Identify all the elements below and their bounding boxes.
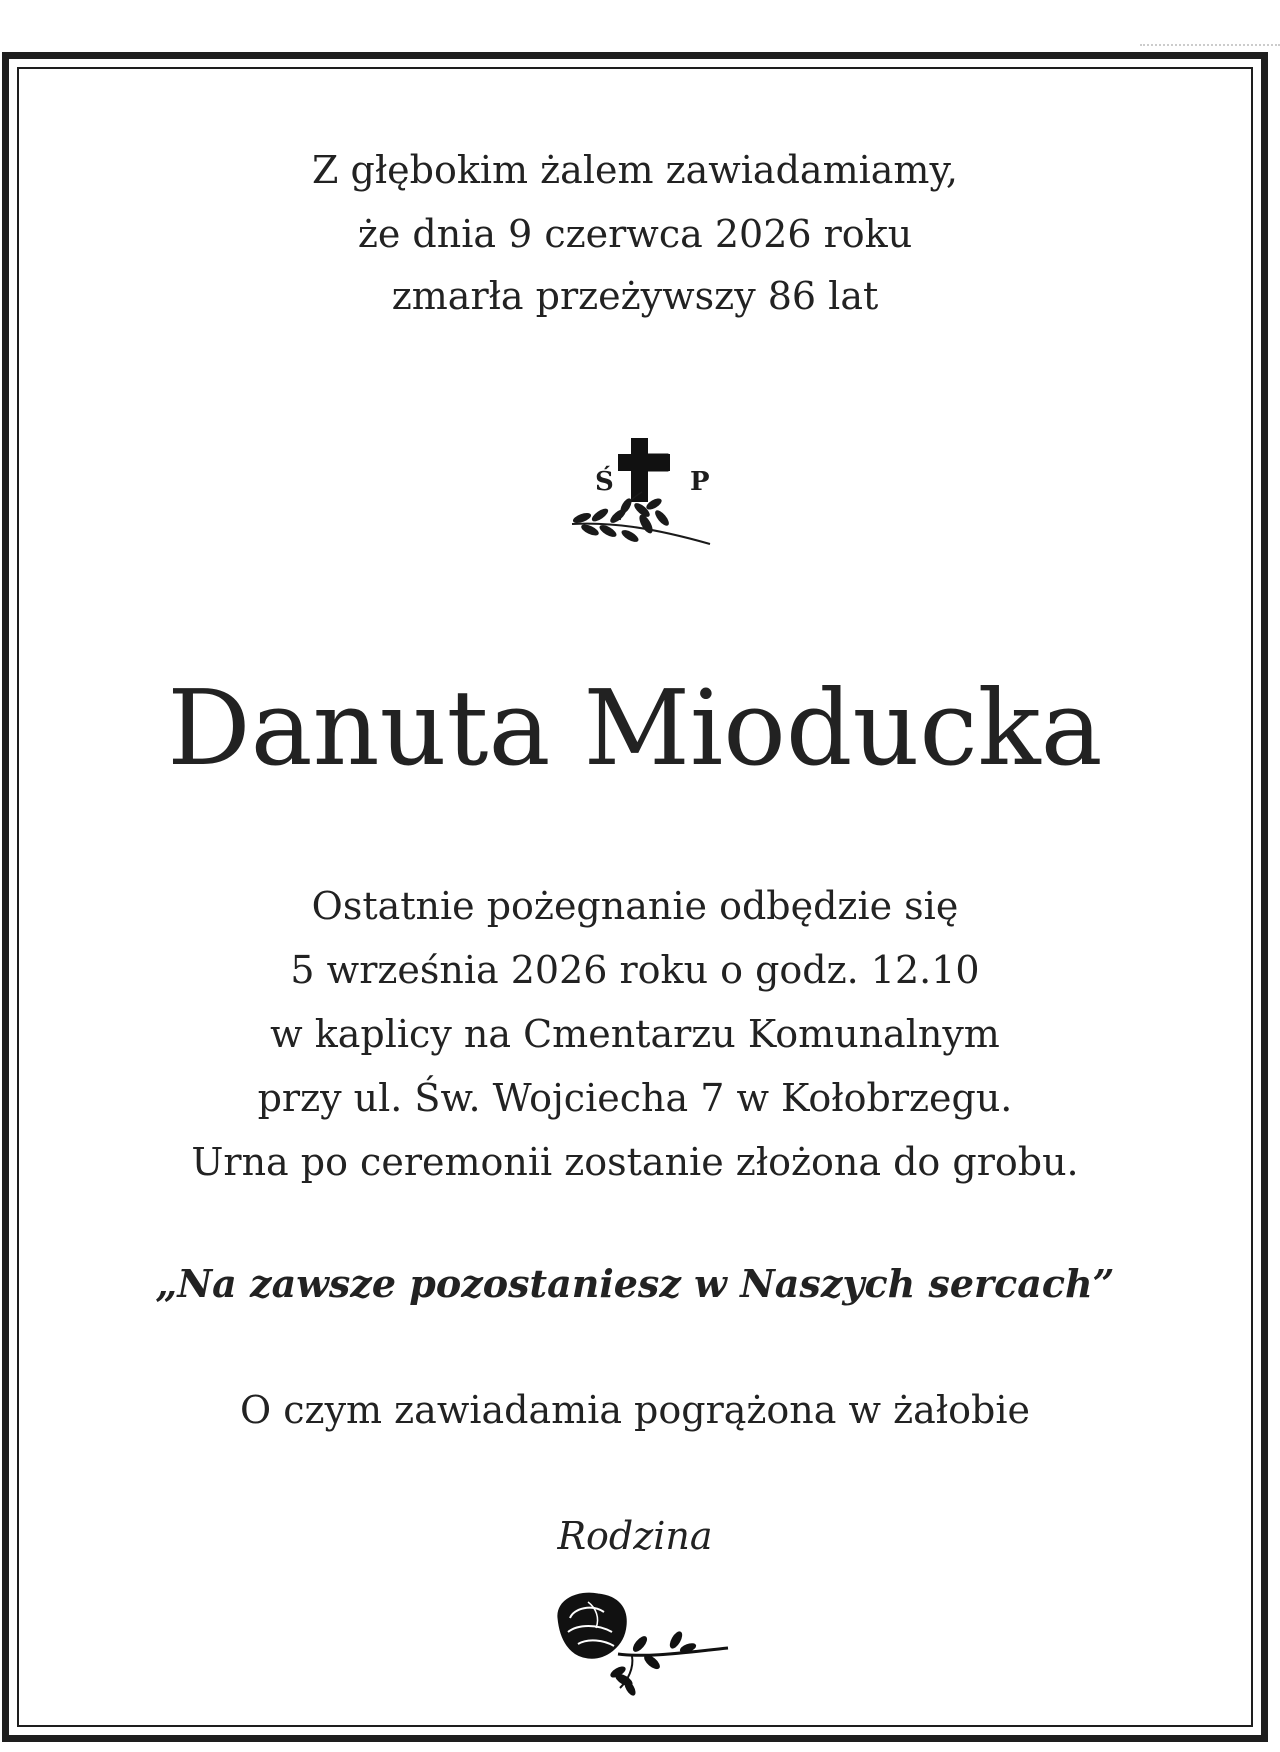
ceremony-line-1: Ostatnie pożegnanie odbędzie się xyxy=(311,884,959,928)
ceremony-line-4: przy ul. Św. Wojciecha 7 w Kołobrzegu. xyxy=(257,1076,1013,1120)
ceremony-line-5: Urna po ceremonii zostanie złożona do grobu. xyxy=(191,1140,1079,1184)
cross-icon xyxy=(618,438,670,502)
signoff-line: O czym zawiadamia pogrążona w żałobie xyxy=(240,1388,1030,1432)
cross-with-olive-branch-icon xyxy=(560,432,720,562)
rose-icon xyxy=(548,1588,738,1698)
memorial-quote: „Na zawsze pozostaniesz w Naszych sercach” xyxy=(155,1261,1115,1306)
emblem-letter-p: P xyxy=(690,467,710,497)
intro-line-1: Z głębokim żalem zawiadamiamy, xyxy=(312,148,958,192)
deceased-name: Danuta Mioducka xyxy=(167,667,1103,789)
ceremony-line-2: 5 września 2026 roku o godz. 12.10 xyxy=(290,948,980,992)
intro-line-2: że dnia 9 czerwca 2026 roku xyxy=(357,212,913,256)
family-signature: Rodzina xyxy=(557,1514,713,1558)
ceremony-line-3: w kaplicy na Cmentarzu Komunalnym xyxy=(270,1012,1000,1056)
top-edge-mark xyxy=(1140,44,1280,48)
intro-line-3: zmarła przeżywszy 86 lat xyxy=(391,274,879,318)
emblem-letter-s: Ś xyxy=(595,467,614,497)
